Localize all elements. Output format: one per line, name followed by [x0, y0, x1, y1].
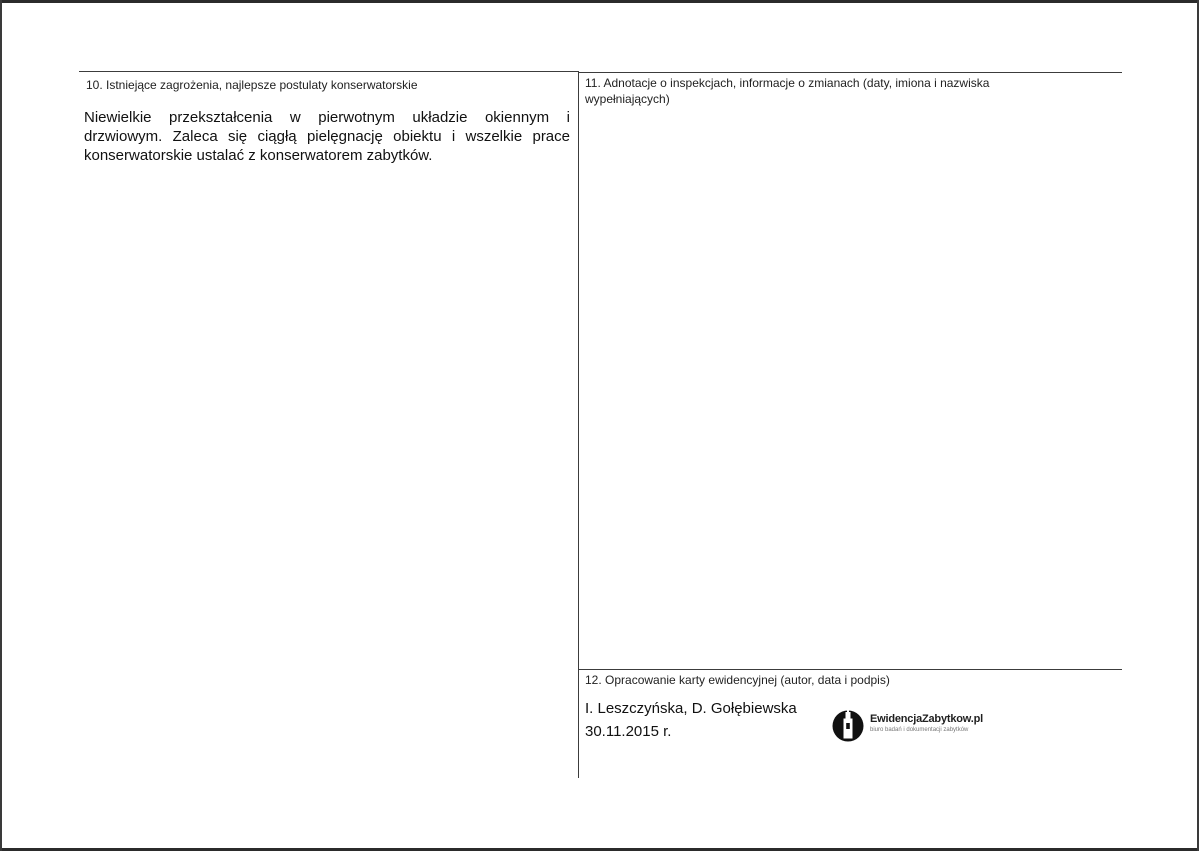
- logo-name: EwidencjaZabytkow.pl: [870, 713, 983, 725]
- scan-border-left: [0, 0, 2, 851]
- section-12-top-rule: [578, 669, 1122, 670]
- section-11-label: 11. Adnotacje o inspekcjach, informacje o zmianach (daty, imiona i nazwiska wypełniających): [585, 76, 990, 106]
- section-12-label: 12. Opracowanie karty ewidencyjnej (autor, data i podpis): [585, 673, 890, 687]
- section-12-authors: I. Leszczyńska, D. Gołębiewska: [585, 700, 797, 717]
- logo-tagline: biuro badań i dokumentacji zabytków: [870, 727, 969, 733]
- section-10-text: Niewielkie przekształcenia w pierwotnym układzie okiennym i drzwiowym. Zaleca się ciągłą pielęgnację obiektu i wszelkie prace konserwatorskie ustalać z konserwatorem zabytków.: [84, 109, 570, 164]
- section-10-label: 10. Istniejące zagrożenia, najlepsze postulaty konserwatorskie: [86, 78, 418, 92]
- section-12-date: 30.11.2015 r.: [585, 723, 672, 740]
- ewidencja-zabytkow-logo: [832, 708, 1002, 744]
- section-10-top-rule: [79, 71, 578, 72]
- section-11-top-rule: [578, 72, 1122, 73]
- column-divider: [578, 71, 579, 778]
- monument-logo-icon: [832, 708, 864, 742]
- scan-border-top: [0, 0, 1199, 3]
